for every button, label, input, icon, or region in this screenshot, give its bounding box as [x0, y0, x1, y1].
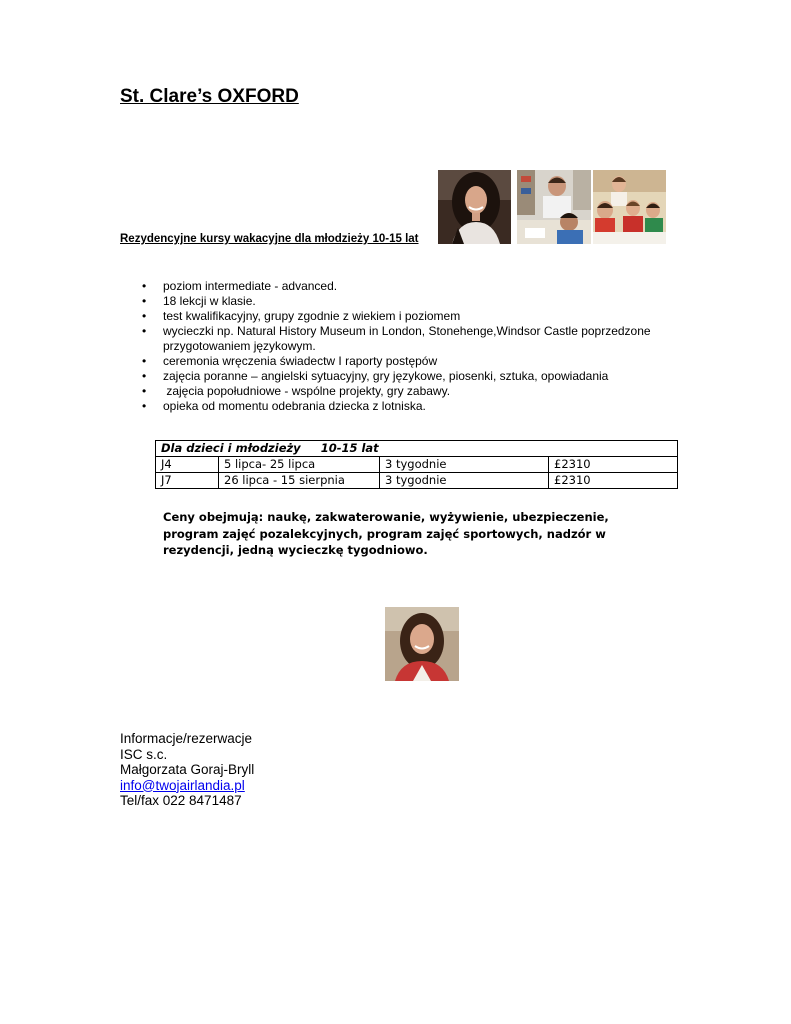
contact-person: Małgorzata Goraj-Bryll [120, 762, 255, 777]
kids-drawing-photo [593, 170, 666, 244]
list-item [142, 354, 682, 369]
bullet-symbol: • [142, 309, 147, 323]
course-code-cell: J7 [156, 473, 219, 489]
girl-portrait-photo [438, 170, 511, 244]
table-header-cell [156, 441, 678, 457]
list-item [142, 309, 682, 324]
list-item-text: test kwalifikacyjny, grupy zgodnie z wiekiem i poziomem [163, 309, 461, 323]
course-code-cell: J4 [156, 457, 219, 473]
list-item-text: wycieczki np. Natural History Museum in London, Stonehenge,Windsor Castle poprzedzone przygotowaniem językowym. [163, 324, 651, 353]
table-row [156, 457, 678, 473]
contact-heading: Informacje/rezerwacje [120, 731, 253, 746]
bullet-symbol: • [142, 324, 147, 338]
course-subtitle: Rezydencyjne kursy wakacyjne dla młodzieży 10-15 lat [120, 233, 419, 245]
bullet-symbol: • [142, 369, 147, 383]
course-features-list [142, 279, 682, 414]
table-row [156, 473, 678, 489]
email-link[interactable]: info@twojairlandia.pl [120, 777, 245, 793]
company-name: ISC s.c. [120, 746, 168, 762]
page-title: St. Clare’s OXFORD [120, 86, 299, 107]
course-price-cell: £2310 [549, 473, 678, 489]
bullet-symbol: • [142, 294, 147, 308]
list-item-text: 18 lekcji w klasie. [163, 294, 256, 308]
course-price-cell: £2310 [549, 457, 678, 473]
list-item [142, 294, 682, 309]
list-item [142, 399, 682, 414]
table-header-row [156, 441, 678, 457]
course-duration-cell: 3 tygodnie [380, 457, 549, 473]
girl-smiling-photo [385, 607, 459, 681]
list-item-text: ceremonia wręczenia świadectw I raporty postępów [163, 354, 438, 368]
table-header-age: 10-15 lat [320, 441, 379, 455]
list-item-text: poziom intermediate - advanced. [163, 279, 338, 293]
course-duration-cell: 3 tygodnie [380, 473, 549, 489]
bullet-symbol: • [142, 384, 147, 398]
contact-block [120, 731, 254, 809]
list-item [142, 369, 682, 384]
course-dates-cell: 5 lipca- 25 lipca [219, 457, 380, 473]
list-item-text: zajęcia poranne – angielski sytuacyjny, gry językowe, piosenki, sztuka, opowiadania [163, 369, 609, 383]
list-item-text: opieka od momentu odebrania dziecka z lotniska. [163, 399, 426, 413]
classroom-photo [517, 170, 591, 244]
bullet-symbol: • [142, 399, 147, 413]
list-item [142, 384, 682, 399]
price-includes-note: Ceny obejmują: naukę, zakwaterowanie, wyżywienie, ubezpieczenie, program zajęć pozalekcyjnych, program zajęć sportowych, nadzór w rezydencji, jedną wycieczkę tygodniowo. [163, 510, 609, 557]
bullet-symbol: • [142, 279, 147, 293]
list-item-text: zajęcia popołudniowe - wspólne projekty, gry zabawy. [163, 384, 451, 398]
course-dates-cell: 26 lipca - 15 sierpnia [219, 473, 380, 489]
phone-number: Tel/fax 022 8471487 [120, 793, 242, 808]
list-item [142, 324, 682, 354]
bullet-symbol: • [142, 354, 147, 368]
list-item [142, 279, 682, 294]
course-dates-table [155, 440, 678, 489]
table-header-label: Dla dzieci i młodzieży [161, 441, 301, 455]
